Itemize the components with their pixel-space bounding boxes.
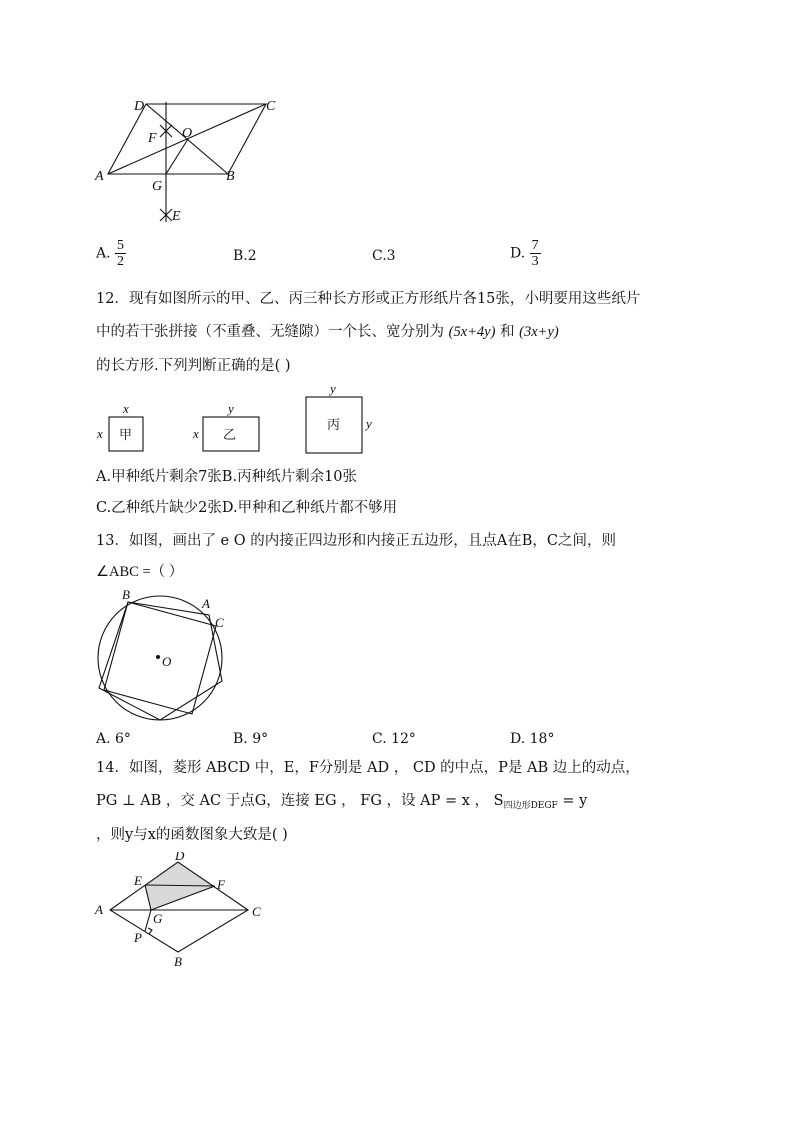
tile-yi-name: 乙 — [223, 427, 237, 442]
q12-line2 — [96, 322, 559, 342]
q11-option-c: C.3 — [372, 248, 396, 264]
label-a: A — [202, 596, 210, 611]
right-angle-mark — [148, 928, 152, 934]
tile-jia-side-label: x — [97, 426, 103, 441]
segment-pg — [145, 910, 151, 931]
label-b: B — [174, 954, 182, 969]
label-c: C — [215, 615, 224, 630]
figure-q14-rhombus — [90, 852, 280, 972]
q13-option-c: C. 12° — [372, 731, 416, 747]
label-b: B — [122, 587, 130, 602]
q12-line1: 12．现有如图所示的甲、乙、丙三种长方形或正方形纸片各15张，小明要用这些纸片 — [96, 291, 641, 307]
label-e: E — [134, 873, 142, 888]
tile-bing-side-label: y — [366, 416, 372, 431]
tile-bing-top-label: y — [330, 383, 336, 396]
q14-area-subscript: 四边形DEGF — [503, 801, 558, 811]
label-f: F — [148, 131, 157, 146]
q11-option-a-label: A. — [96, 245, 111, 262]
q14-line2-pre: PG ⊥ AB ，交 AC 于点G，连接 EG ， FG ，设 AP = x ， S — [96, 793, 504, 809]
q13-line2: ∠ABC =（ ） — [96, 564, 184, 580]
q12-options-row2: C.乙种纸片缺少2张D.甲种和乙种纸片都不够用 — [96, 500, 398, 516]
q13-option-d: D. 18° — [510, 731, 555, 747]
label-a: A — [95, 902, 103, 917]
segment-go — [166, 139, 188, 174]
inscribed-square — [104, 602, 216, 714]
label-o: O — [182, 126, 193, 141]
q14-line2 — [96, 791, 587, 816]
tile-yi-top-label: y — [228, 401, 234, 416]
tile-jia-top-label: x — [123, 401, 129, 416]
label-f: F — [217, 877, 225, 892]
tile-yi-side-label: x — [193, 426, 199, 441]
q13-option-a: A. 6° — [96, 731, 131, 747]
q12-line2-mid: 和 — [500, 324, 515, 340]
label-g: G — [152, 179, 163, 194]
label-c: C — [266, 99, 276, 114]
q12-line2-pre: 中的若干张拼接（不重叠、无缝隙）一个长、宽分别为 — [96, 324, 444, 340]
q12-dim1: (5x+4y) — [448, 324, 496, 340]
label-e: E — [172, 209, 181, 224]
q12-dim2: (3x+y) — [519, 324, 559, 340]
q14-line3: ，则y与x的函数图象大致是( ) — [96, 827, 288, 843]
fraction-denominator: 2 — [117, 254, 125, 269]
q13-line1: 13．如图，画出了 e O 的内接正四边形和内接正五边形，且点A在B，C之间，则 — [96, 533, 616, 549]
figure-q12-tiles — [90, 383, 390, 458]
label-g: G — [153, 911, 163, 926]
q13-option-b: B. 9° — [233, 731, 269, 747]
label-d: D — [175, 852, 185, 863]
fraction-denominator: 3 — [531, 254, 539, 269]
q12-line3: 的长方形.下列判断正确的是( ) — [96, 358, 291, 374]
tile-bing-name: 丙 — [327, 417, 341, 432]
label-d: D — [134, 99, 145, 114]
fraction-numerator: 5 — [117, 238, 125, 253]
q11-option-b: B.2 — [233, 248, 257, 264]
q11-option-d-label: D. — [510, 245, 526, 262]
tile-jia-name: 甲 — [119, 427, 133, 442]
q14-line1: 14．如图，菱形 ABCD 中，E，F分别是 AD ， CD 的中点，P是 AB 边上的动点， — [96, 760, 640, 776]
label-c: C — [252, 904, 261, 919]
center-dot — [156, 655, 160, 659]
label-a: A — [95, 169, 104, 184]
q14-line2-post: = y — [557, 793, 588, 809]
q12-options-row1: A.甲种纸片剩余7张B.丙种纸片剩余10张 — [96, 469, 358, 485]
label-p: P — [134, 930, 142, 945]
label-b: B — [226, 169, 235, 184]
q11-option-a-fraction — [115, 238, 126, 269]
q11-option-d-fraction — [530, 238, 541, 269]
fraction-numerator: 7 — [531, 238, 539, 253]
q11-option-d — [510, 238, 541, 269]
figure-q13-circle — [88, 585, 238, 725]
q11-option-a — [96, 238, 126, 269]
figure-q11-parallelogram — [90, 92, 290, 232]
label-o: O — [162, 654, 172, 669]
